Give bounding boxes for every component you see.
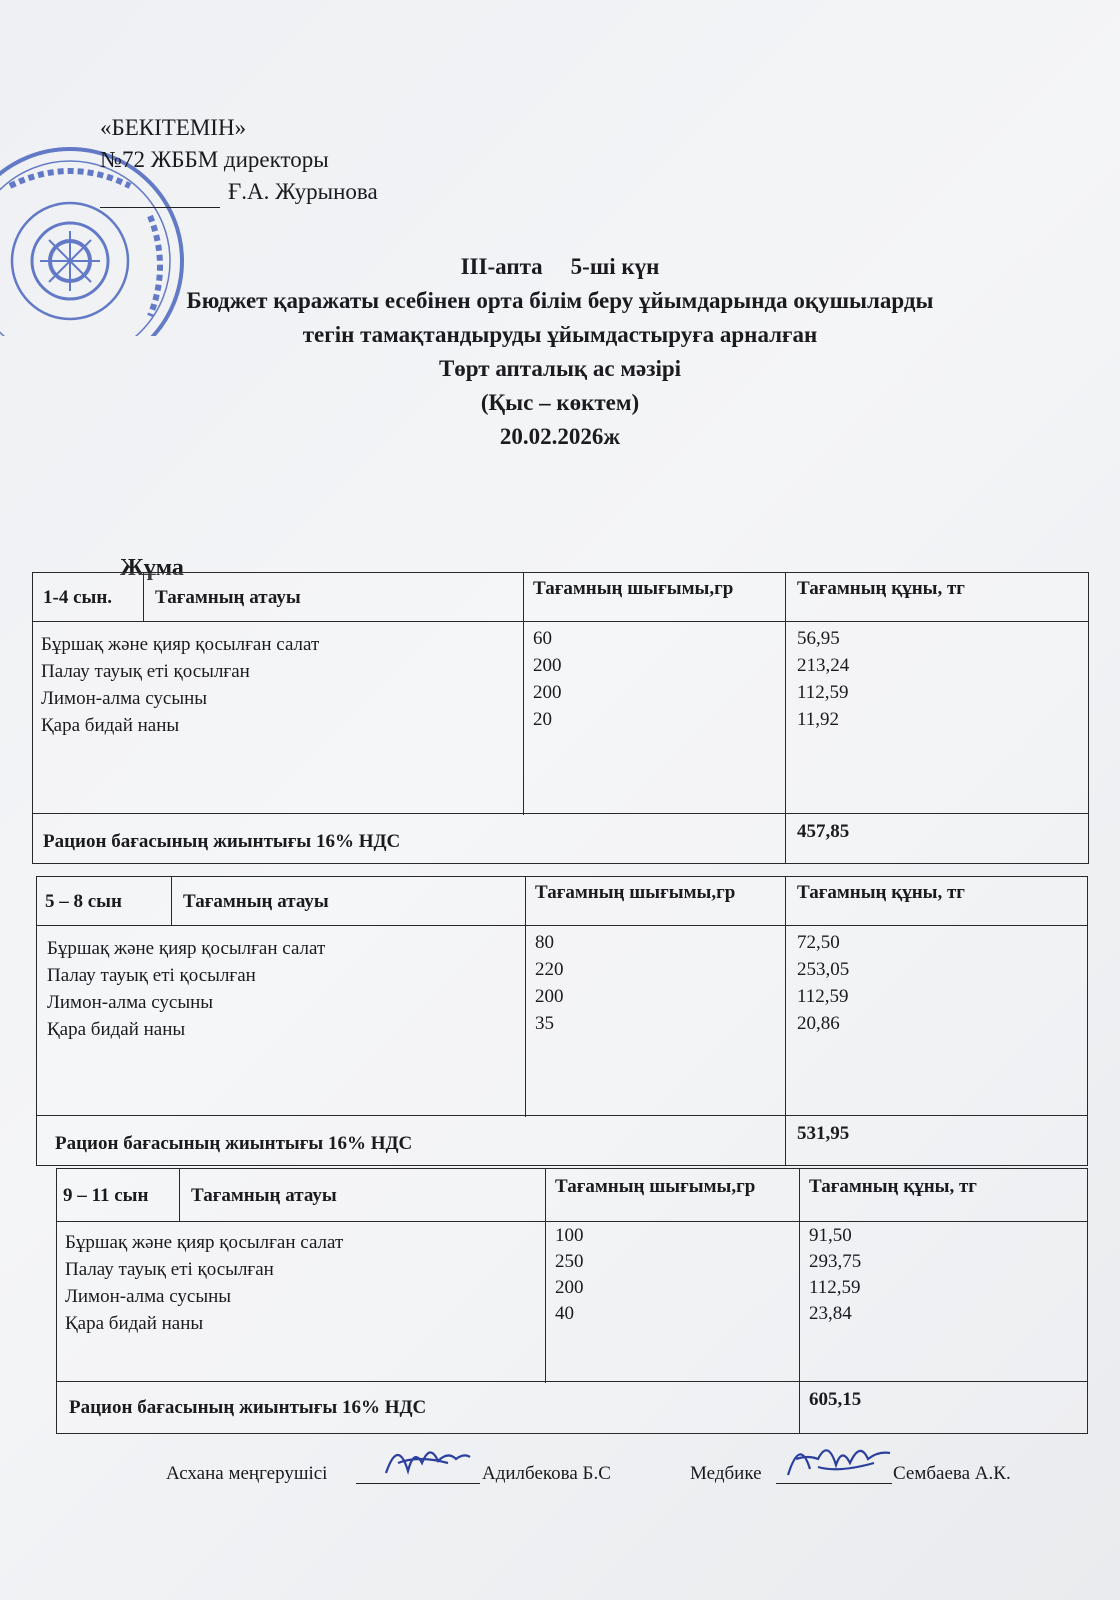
director-name: Ғ.А. Журынова	[228, 179, 378, 204]
price-list	[809, 1223, 861, 1327]
dish-yield: 100	[555, 1225, 584, 1246]
day-label: 5-ші күн	[570, 254, 660, 279]
total-label: Рацион бағасының жиынтығы 16% НДС	[55, 1133, 413, 1154]
menu-table-grade-1-4	[32, 572, 1089, 864]
menu-table-grade-5-8	[36, 876, 1088, 1166]
dish-name: Қара бидай наны	[47, 1019, 186, 1040]
total-label: Рацион бағасының жиынтығы 16% НДС	[43, 831, 401, 852]
dish-name: Қара бидай наны	[41, 715, 180, 736]
yield-list	[555, 1223, 584, 1327]
dish-name: Лимон-алма сусыны	[41, 688, 208, 709]
dish-price: 91,50	[809, 1225, 852, 1246]
dish-name: Лимон-алма сусыны	[65, 1286, 232, 1307]
medic-name: Сембаева А.К.	[893, 1463, 1011, 1484]
column-header-yield: Тағамның шығымы,гр	[533, 578, 734, 599]
dish-yield: 80	[535, 932, 554, 953]
header-line-1: Бюджет қаражаты есебінен орта білім беру ұйымдарында оқушыларды	[186, 288, 934, 313]
dish-name: Лимон-алма сусыны	[47, 992, 214, 1013]
canteen-manager-name: Адилбекова Б.С	[482, 1463, 611, 1484]
dish-name: Палау тауық еті қосылған	[47, 965, 256, 986]
column-header-name: Тағамның атауы	[183, 891, 329, 912]
dish-price: 112,59	[797, 682, 849, 703]
dish-list	[41, 631, 319, 739]
dish-yield: 60	[533, 628, 552, 649]
total-label: Рацион бағасының жиынтығы 16% НДС	[69, 1397, 427, 1418]
director-signature-line	[100, 187, 220, 208]
dish-list	[65, 1229, 343, 1337]
column-header-price: Тағамның құны, тг	[797, 578, 965, 599]
dish-name: Бұршақ және қияр қосылған салат	[47, 938, 326, 959]
canteen-signature	[378, 1433, 478, 1483]
approval-title: «БЕКІТЕМІН»	[100, 115, 247, 140]
canteen-manager-title: Асхана меңгерушісі	[166, 1463, 328, 1484]
dish-yield: 200	[555, 1277, 584, 1298]
yield-list	[535, 929, 564, 1037]
column-header-name: Тағамның атауы	[155, 587, 301, 608]
price-list	[797, 625, 849, 733]
dish-name: Палау тауық еті қосылған	[65, 1259, 274, 1280]
approval-block	[100, 112, 378, 208]
column-header-name: Тағамның атауы	[191, 1185, 337, 1206]
column-header-price: Тағамның құны, тг	[809, 1176, 977, 1197]
dish-yield: 200	[535, 986, 564, 1007]
dish-name: Бұршақ және қияр қосылған салат	[41, 634, 320, 655]
dish-yield: 220	[535, 959, 564, 980]
group-label: 9 – 11 сын	[63, 1185, 149, 1206]
dish-list	[47, 935, 325, 1043]
dish-price: 213,24	[797, 655, 850, 676]
dish-price: 11,92	[797, 709, 840, 730]
dish-price: 72,50	[797, 932, 840, 953]
day-name: Жұма	[120, 555, 184, 581]
dish-price: 23,84	[809, 1303, 852, 1324]
group-label: 5 – 8 сын	[45, 891, 122, 912]
dish-price: 56,95	[797, 628, 840, 649]
dish-price: 20,86	[797, 1013, 840, 1034]
dish-price: 253,05	[797, 959, 850, 980]
dish-yield: 20	[533, 709, 552, 730]
document-header	[0, 250, 1120, 454]
column-header-yield: Тағамның шығымы,гр	[555, 1176, 756, 1197]
price-list	[797, 929, 849, 1037]
dish-name: Қара бидай наны	[65, 1313, 204, 1334]
header-line-3: Төрт апталық ас мәзірі	[438, 356, 682, 381]
total-value: 531,95	[797, 1123, 850, 1144]
dish-yield: 200	[533, 682, 562, 703]
medic-signature	[778, 1429, 898, 1485]
dish-yield: 35	[535, 1013, 554, 1034]
column-header-price: Тағамның құны, тг	[797, 882, 965, 903]
header-date: 20.02.2026ж	[499, 424, 621, 449]
dish-price: 112,59	[809, 1277, 861, 1298]
total-value: 457,85	[797, 821, 850, 842]
group-label: 1-4 сын.	[43, 587, 113, 608]
header-line-2: тегін тамақтандыруды ұйымдастыруға арналған	[302, 322, 818, 347]
dish-price: 293,75	[809, 1251, 862, 1272]
approval-position: №72 ЖББМ директоры	[100, 147, 329, 172]
column-header-yield: Тағамның шығымы,гр	[535, 882, 736, 903]
dish-yield: 200	[533, 655, 562, 676]
total-value: 605,15	[809, 1389, 862, 1410]
dish-name: Палау тауық еті қосылған	[41, 661, 250, 682]
dish-price: 112,59	[797, 986, 849, 1007]
yield-list	[533, 625, 562, 733]
dish-yield: 40	[555, 1303, 574, 1324]
menu-table-grade-9-11	[56, 1168, 1088, 1434]
dish-yield: 250	[555, 1251, 584, 1272]
header-season: (Қыс – көктем)	[480, 390, 640, 415]
medic-title: Медбике	[690, 1463, 762, 1484]
dish-name: Бұршақ және қияр қосылған салат	[65, 1232, 344, 1253]
week-label: ІІІ-апта	[460, 254, 543, 279]
